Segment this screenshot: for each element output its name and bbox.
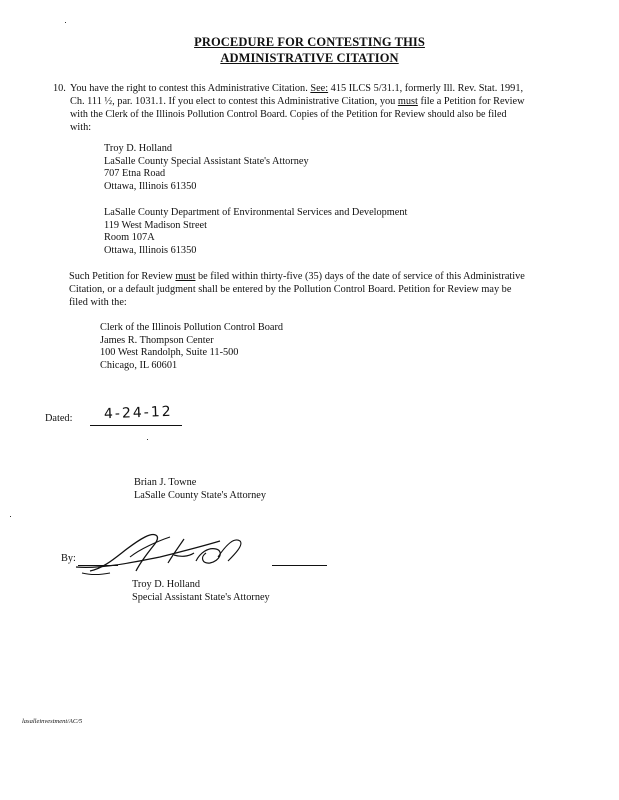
- address-clerk-line: James R. Thompson Center: [100, 334, 214, 346]
- item-number: 10.: [53, 83, 66, 94]
- address-clerk: [100, 322, 283, 372]
- item-text-see: See:: [310, 83, 329, 94]
- item-text-l1-b: 415 ILCS 5/31.1, formerly Ill. Rev. Stat. 1991,: [330, 83, 524, 94]
- address-holland: [104, 143, 309, 193]
- address-clerk-line: 100 West Randolph, Suite 11-500: [100, 347, 239, 359]
- by-label: By:: [61, 553, 76, 564]
- petition-line-2: Citation, or a default judgment shall be entered by the Pollution Control Board. Petition for Review may be: [69, 284, 512, 295]
- speck: [147, 439, 148, 440]
- address-clerk-line: Chicago, IL 60601: [100, 359, 178, 371]
- dated-handwritten-value: 4-24-12: [103, 403, 173, 423]
- speck: [65, 22, 66, 23]
- item-text-line-1: [70, 83, 523, 96]
- petition-line-1: [69, 271, 525, 284]
- address-department-line: Ottawa, Illinois 61350: [104, 244, 197, 256]
- petition-pre: Such Petition for Review: [69, 271, 173, 282]
- address-department-line: 119 West Madison Street: [104, 219, 207, 231]
- item-text-must: must: [397, 96, 418, 107]
- signer2-name: Troy D. Holland: [132, 579, 200, 590]
- item-text-l1-a: You have the right to contest this Administrative Citation.: [70, 83, 308, 94]
- address-holland-line: 707 Etna Road: [104, 168, 166, 180]
- petition-must: must: [175, 271, 196, 282]
- address-department: [104, 207, 407, 257]
- address-department-line: Room 107A: [104, 232, 155, 244]
- address-clerk-line: Clerk of the Illinois Pollution Control Board: [100, 322, 284, 333]
- address-holland-line: Troy D. Holland: [104, 143, 172, 154]
- signer1-name: Brian J. Towne: [134, 477, 197, 488]
- item-text-line-2: [70, 96, 525, 109]
- petition-line-3: filed with the:: [69, 297, 127, 308]
- signature-line-right: [272, 565, 327, 566]
- signer1-title: LaSalle County State's Attorney: [134, 490, 266, 501]
- item-text-line-3: with the Clerk of the Illinois Pollution Control Board. Copies of the Petition for Review should also be filed: [70, 109, 507, 120]
- address-department-line: LaSalle County Department of Environmental Services and Development: [104, 207, 408, 218]
- dated-underline: [90, 425, 182, 426]
- dated-label: Dated:: [45, 413, 73, 424]
- item-text-line-4: with:: [70, 122, 92, 133]
- petition-post: be filed within thirty-five (35) days of the date of service of this Administrative: [198, 271, 525, 282]
- title-line-2: ADMINISTRATIVE CITATION: [220, 51, 399, 65]
- title-line-1: PROCEDURE FOR CONTESTING THIS: [194, 35, 425, 49]
- signature-mark: [70, 527, 250, 579]
- item-text-l2-b: file a Petition for Review: [420, 96, 525, 107]
- address-holland-line: Ottawa, Illinois 61350: [104, 180, 197, 192]
- footer-code: lasalleinvestment/AC/5: [22, 718, 83, 725]
- signer2-title: Special Assistant State's Attorney: [132, 592, 270, 603]
- speck: [10, 516, 11, 517]
- address-holland-line: LaSalle County Special Assistant State's Attorney: [104, 155, 309, 167]
- item-text-l2-a: Ch. 111 ½, par. 1031.1. If you elect to contest this Administrative Citation, you: [70, 96, 396, 107]
- signature-line-left: [78, 565, 118, 566]
